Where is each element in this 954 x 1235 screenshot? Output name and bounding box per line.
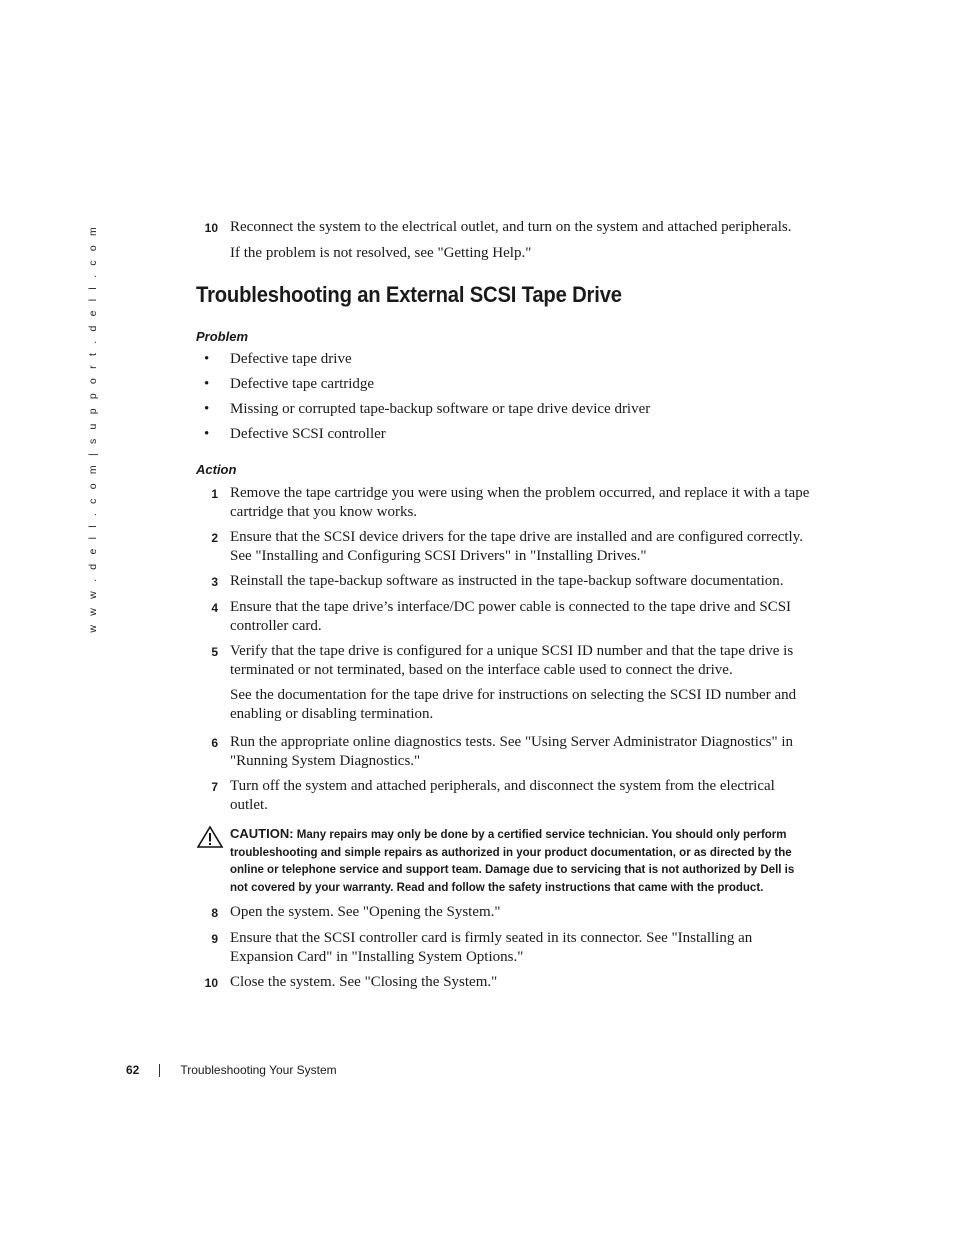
sidebar-url <box>86 224 100 633</box>
caution-label: CAUTION: <box>230 826 294 841</box>
action-step-6 <box>196 733 814 771</box>
step-text: Reconnect the system to the electrical outlet, and turn on the system and attached peripherals. <box>230 219 792 235</box>
step-number: 7 <box>211 780 218 794</box>
bullet-icon: • <box>204 426 210 442</box>
warning-icon <box>196 825 230 854</box>
problem-item-text: Defective SCSI controller <box>230 426 386 442</box>
problem-item <box>196 425 814 444</box>
page-number: 62 <box>126 1063 140 1077</box>
bullet-icon: • <box>204 401 210 417</box>
action-step-7 <box>196 777 814 815</box>
action-step-9 <box>196 929 814 967</box>
step-number: 2 <box>211 531 218 545</box>
step-number: 6 <box>211 736 218 750</box>
step-text: Ensure that the SCSI controller card is firmly seated in its connector. See "Installing an Expansion Card" in "Installing System Options." <box>230 930 753 965</box>
step-number: 8 <box>211 906 218 920</box>
action-step-1 <box>196 484 814 522</box>
action-label: Action <box>196 462 237 477</box>
step-number: 10 <box>204 976 218 990</box>
caution-text <box>230 825 814 897</box>
page-footer <box>126 1062 337 1078</box>
step-text: Ensure that the SCSI device drivers for the tape drive are installed and are configured correctly. See "Installing and Configuring SCSI Drivers" in "Installing Drives." <box>230 529 803 564</box>
step-number: 10 <box>204 221 218 235</box>
problem-item <box>196 350 814 369</box>
warning-triangle-icon <box>196 825 224 849</box>
step-number: 5 <box>211 645 218 659</box>
action-step-10 <box>196 973 814 993</box>
step-text: Open the system. See "Opening the System." <box>230 904 501 920</box>
step-number: 3 <box>211 575 218 589</box>
bullet-icon: • <box>204 351 210 367</box>
bullet-icon: • <box>204 376 210 392</box>
step-text: Close the system. See "Closing the System." <box>230 974 498 990</box>
page-content <box>196 218 814 993</box>
chapter-title: Troubleshooting Your System <box>180 1063 337 1077</box>
step-text: Turn off the system and attached peripherals, and disconnect the system from the electrical outlet. <box>230 778 775 813</box>
problem-item-text: Missing or corrupted tape-backup software or tape drive device driver <box>230 401 651 417</box>
step-note: See the documentation for the tape drive for instructions on selecting the SCSI ID number and enabling or disabling termination. <box>230 687 797 722</box>
caution-body: Many repairs may only be done by a certified service technician. You should only perform troubleshooting and simple repairs as authorized in your product documentation, or as directed by the online or telephone service and support team. Damage due to servicing that is not authorized by Dell is not covered by your warranty. Read and follow the safety instructions that came with the product. <box>230 829 795 894</box>
step-text: Ensure that the tape drive’s interface/DC power cable is connected to the tape drive and SCSI controller card. <box>230 599 792 634</box>
problem-label: Problem <box>196 329 249 344</box>
problem-item <box>196 400 814 419</box>
step-text: Verify that the tape drive is configured for a unique SCSI ID number and that the tape drive is terminated or not terminated, based on the interface cable used to connect the drive. <box>230 643 794 678</box>
step-number: 9 <box>211 932 218 946</box>
action-step-5 <box>196 642 814 680</box>
step-text: Reinstall the tape-backup software as instructed in the tape-backup software documentation. <box>230 573 784 589</box>
footer-divider <box>159 1064 160 1077</box>
prev-step-10 <box>196 218 814 238</box>
action-step-2 <box>196 528 814 566</box>
caution-notice <box>196 825 814 897</box>
problem-item <box>196 375 814 394</box>
action-step-8 <box>196 903 814 923</box>
problem-list <box>196 350 814 444</box>
sidebar-url-text: w w w . d e l l . c o m | s u p p o r t . d e l l . c o m <box>87 224 99 633</box>
step-number: 1 <box>211 487 218 501</box>
action-step-4 <box>196 598 814 636</box>
action-step-3 <box>196 572 814 592</box>
step-number: 4 <box>211 601 218 615</box>
step-text: Remove the tape cartridge you were using when the problem occurred, and replace it with a tape cartridge that you know works. <box>230 485 810 520</box>
problem-item-text: Defective tape drive <box>230 351 352 367</box>
step-text: Run the appropriate online diagnostics tests. See "Using Server Administrator Diagnostics" in "Running System Diagnostics." <box>230 734 793 769</box>
step-note: If the problem is not resolved, see "Getting Help." <box>230 245 532 261</box>
section-title: Troubleshooting an External SCSI Tape Drive <box>196 282 622 307</box>
problem-item-text: Defective tape cartridge <box>230 376 375 392</box>
